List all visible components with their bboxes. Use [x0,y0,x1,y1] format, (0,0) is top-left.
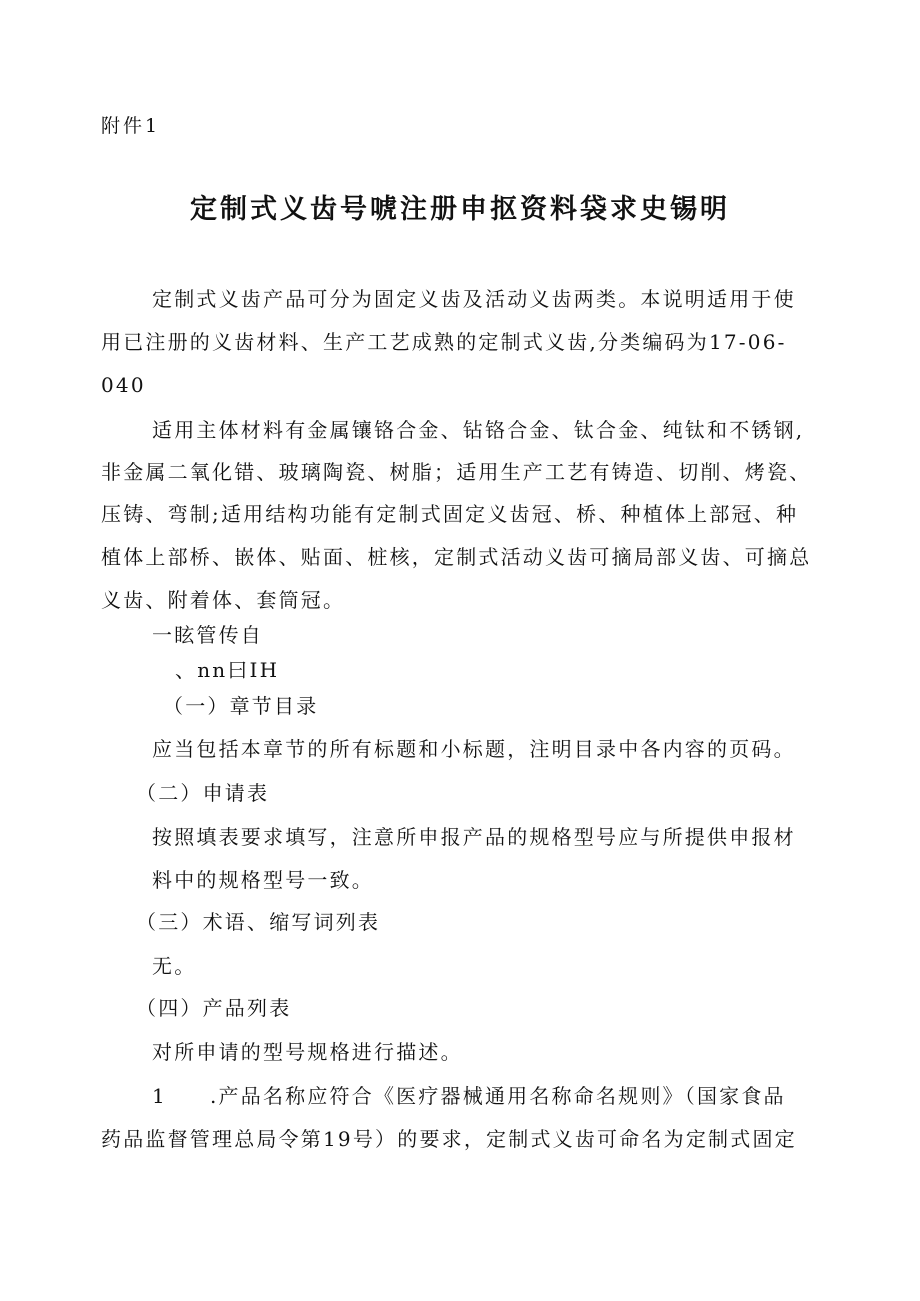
section-4-heading: （四）产品列表 [136,996,292,1020]
garbled-line-2: 、nn曰IH [175,658,280,682]
section-3-heading: （三）术语、缩写词列表 [136,910,381,934]
intro-line-2: 用已注册的义齿材料、生产工艺成熟的定制式义齿,分类编码为17-06- [101,330,787,354]
section-2-body-line-1: 按照填表要求填写，注意所申报产品的规格型号应与所提供申报材 [152,825,796,849]
section-2-body-line-2: 料中的规格型号一致。 [152,868,374,892]
section-2-heading: （二）申请表 [136,781,270,805]
materials-line-3: 压铸、弯制;适用结构功能有定制式固定义齿冠、桥、种植体上部冠、种 [101,502,799,526]
item-1-number: 1 [152,1084,167,1108]
garbled-line-1: 一眩管传自 [152,623,263,647]
item-1-line-1: .产品名称应符合《医疗器械通用名称命名规则》（国家食品 [210,1084,786,1108]
item-1-line-2: 药品监督管理总局令第19号）的要求，定制式义齿可命名为定制式固定 [101,1127,797,1151]
materials-line-2: 非金属二氧化错、玻璃陶瓷、树脂；适用生产工艺有铸造、切削、烤瓷、 [101,460,812,484]
materials-line-4: 植体上部桥、嵌体、贴面、桩核，定制式活动义齿可摘局部义齿、可摘总 [101,545,812,569]
section-4-body: 对所申请的型号规格进行描述。 [152,1040,463,1064]
annex-label: 附件1 [101,115,161,137]
document-title: 定制式义齿号唬注册申抠资料袋求史锡明 [190,194,730,225]
intro-line-1: 定制式义齿产品可分为固定义齿及活动义齿两类。本说明适用于使 [152,287,796,311]
materials-line-5: 义齿、附着体、套筒冠。 [101,588,346,612]
intro-line-3: 040 [101,373,146,397]
materials-line-1: 适用主体材料有金属镶铬合金、钻铬合金、钛合金、纯钛和不锈钢, [152,418,805,442]
section-1-body: 应当包括本章节的所有标题和小标题，注明目录中各内容的页码。 [152,737,796,761]
section-3-body: 无。 [152,954,197,978]
section-1-heading: （一）章节目录 [163,694,319,718]
